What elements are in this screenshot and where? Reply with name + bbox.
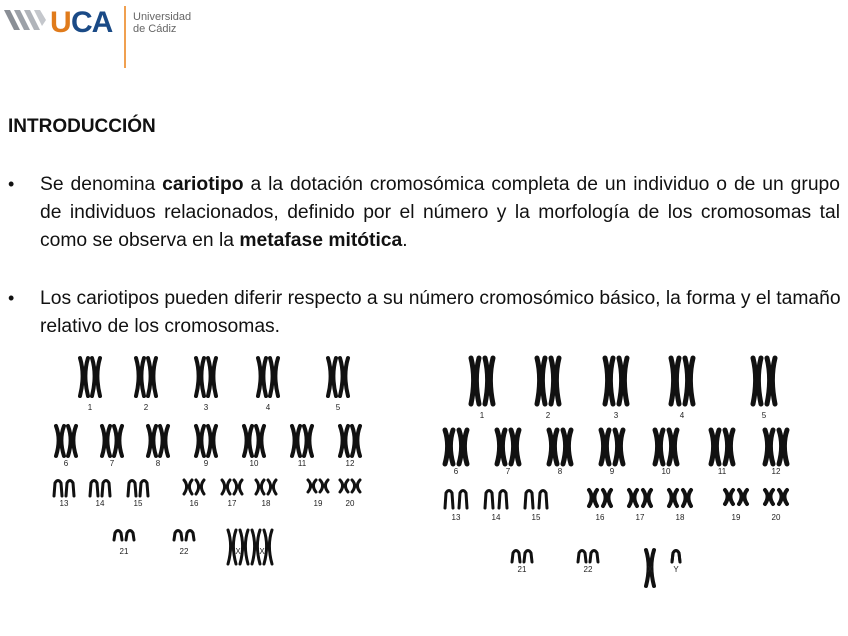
- chromosome-pair-6: [445, 430, 467, 464]
- chromosome-pair-17: [222, 480, 242, 494]
- chromosome-pair-15: [525, 491, 547, 509]
- chromosome-pair-1: [80, 358, 100, 396]
- chromosome-pair-9: [601, 430, 623, 464]
- bullet-paragraph-2: [40, 285, 846, 341]
- chromosome-number-label: X: [647, 565, 653, 574]
- chromosome-pair-7: [497, 430, 519, 464]
- chromosome-number-label: 20: [771, 513, 781, 522]
- chromosome-pair-3: [605, 358, 627, 404]
- chromosome-pair-7: [102, 426, 122, 456]
- chromosome-pair-21: [114, 531, 134, 541]
- chromosome-pair-17: [629, 490, 651, 506]
- chromosome-number-label: 14: [491, 513, 501, 522]
- chromosome-pair-10: [244, 426, 264, 456]
- chromosome-number-label: 10: [249, 459, 259, 468]
- text-run: Se denomina: [40, 174, 163, 195]
- chromosome-number-label: 3: [203, 403, 209, 412]
- chromosome-pair-Y: [672, 551, 680, 563]
- chromosome-pair-4: [671, 358, 693, 404]
- chromosome-number-label: 4: [679, 411, 685, 420]
- chromosome-pair-19: [725, 490, 747, 504]
- chromosome-pair-12: [340, 426, 360, 456]
- chromosome-number-label: 8: [557, 467, 563, 476]
- chromosome-pair-9: [196, 426, 216, 456]
- chromosome-number-label: 11: [297, 459, 307, 468]
- text-run: Los cariotipos pueden diferir respecto a su número cromosómico básico, la forma y el tamaño relativo de los cromosomas.: [40, 288, 841, 337]
- chromosome-number-label: 12: [771, 467, 781, 476]
- chromosome-number-label: 9: [609, 467, 615, 476]
- section-title: INTRODUCCIÓN: [8, 116, 156, 137]
- chromosome-pair-4: [258, 358, 278, 396]
- chromosome-number-label: 21: [517, 565, 527, 574]
- chromosome-pair-12: [765, 430, 787, 464]
- chromosome-number-label: 12: [345, 459, 355, 468]
- logo-letter-u: U: [50, 6, 71, 39]
- chromosome-number-label: 18: [261, 499, 271, 508]
- chromosome-pair-2: [136, 358, 156, 396]
- chromosome-number-label: 3: [613, 411, 619, 420]
- chromosome-pair-21: [512, 551, 532, 563]
- chromosome-pair-10: [655, 430, 677, 464]
- chromosome-pair-11: [292, 426, 312, 456]
- chromosome-number-label: 5: [335, 403, 341, 412]
- chromosome-pair-5: [753, 358, 775, 404]
- chromosome-number-label: 16: [595, 513, 605, 522]
- chromosome-number-label: 15: [133, 499, 143, 508]
- chromosome-number-label: 22: [583, 565, 593, 574]
- chromosome-pair-13: [445, 491, 467, 509]
- chromosome-pair-19: [308, 480, 328, 492]
- chromosome-number-label: 20: [345, 499, 355, 508]
- bullet-marker-1: •: [8, 174, 15, 194]
- chromosome-pair-20: [765, 490, 787, 504]
- chromosome-number-label: 2: [143, 403, 149, 412]
- chromosome-number-label: 5: [761, 411, 767, 420]
- chromosome-number-label: 2: [545, 411, 551, 420]
- chromosome-number-label: 19: [731, 513, 741, 522]
- chromosome-number-label: X: [235, 547, 241, 556]
- chromosome-pair-13: [54, 481, 74, 497]
- chromosome-pair-14: [90, 481, 110, 497]
- logo-univ-line1: Universidad: [133, 11, 192, 23]
- chromosome-number-label: 17: [635, 513, 645, 522]
- chromosome-number-label: 13: [451, 513, 461, 522]
- chromosome-number-label: 13: [59, 499, 69, 508]
- chromosome-number-label: Y: [673, 565, 679, 574]
- text-run: a la dotación cromosómica completa de un individuo o de un grupo de individuos relacionados, definido por el número y la morfología de los cromosomas tal como se observa en la: [40, 174, 840, 251]
- term-metafase-mitotica: metafase mitótica: [239, 230, 403, 251]
- chromosome-number-label: 1: [479, 411, 485, 420]
- chromosome-number-label: 9: [203, 459, 209, 468]
- university-emblem-icon: [2, 6, 48, 34]
- chromosome-number-label: 19: [313, 499, 323, 508]
- logo-divider: [124, 6, 126, 68]
- chromosome-number-label: 22: [179, 547, 189, 556]
- chromosome-pair-1: [471, 358, 493, 404]
- chromosome-number-label: 6: [453, 467, 459, 476]
- chromosome-pair-16: [184, 480, 204, 494]
- chromosome-pair-15: [128, 481, 148, 497]
- chromosome-number-label: 8: [155, 459, 161, 468]
- chromosome-number-label: X: [259, 547, 265, 556]
- logo-university-name: [133, 11, 191, 35]
- chromosome-pair-20: [340, 480, 360, 492]
- chromosome-number-label: 14: [95, 499, 105, 508]
- text-run: .: [402, 230, 408, 251]
- chromosome-pair-11: [711, 430, 733, 464]
- chromosome-number-label: 6: [63, 459, 69, 468]
- chromosome-pair-6: [56, 426, 76, 456]
- chromosome-number-label: 10: [661, 467, 671, 476]
- chromosome-number-label: 15: [531, 513, 541, 522]
- karyotype-male-image: [430, 350, 800, 590]
- chromosome-number-label: 7: [505, 467, 511, 476]
- chromosome-number-label: 21: [119, 547, 129, 556]
- karyotype-female-image: [40, 350, 380, 570]
- chromosome-number-label: 17: [227, 499, 237, 508]
- chromosome-number-label: 11: [717, 467, 727, 476]
- chromosome-pair-8: [148, 426, 168, 456]
- chromosome-pair-18: [256, 480, 276, 494]
- chromosome-pair-14: [485, 491, 507, 509]
- logo-univ-line2: de Cádiz: [133, 23, 177, 35]
- chromosome-pair-16: [589, 490, 611, 506]
- term-cariotipo: cariotipo: [162, 174, 244, 195]
- chromosome-number-label: 4: [265, 403, 271, 412]
- logo-letters-ca: CA: [71, 6, 113, 39]
- chromosome-number-label: 7: [109, 459, 115, 468]
- chromosome-number-label: 1: [87, 403, 93, 412]
- chromosome-pair-2: [537, 358, 559, 404]
- chromosome-pair-5: [328, 358, 348, 396]
- chromosome-pair-22: [578, 551, 598, 563]
- bullet-paragraph-1: [40, 171, 840, 255]
- university-logo: [0, 0, 230, 72]
- chromosome-pair-3: [196, 358, 216, 396]
- chromosome-number-label: 16: [189, 499, 199, 508]
- chromosome-pair-22: [174, 531, 194, 541]
- chromosome-number-label: 18: [675, 513, 685, 522]
- chromosome-pair-8: [549, 430, 571, 464]
- bullet-marker-2: •: [8, 288, 15, 308]
- chromosome-pair-18: [669, 490, 691, 506]
